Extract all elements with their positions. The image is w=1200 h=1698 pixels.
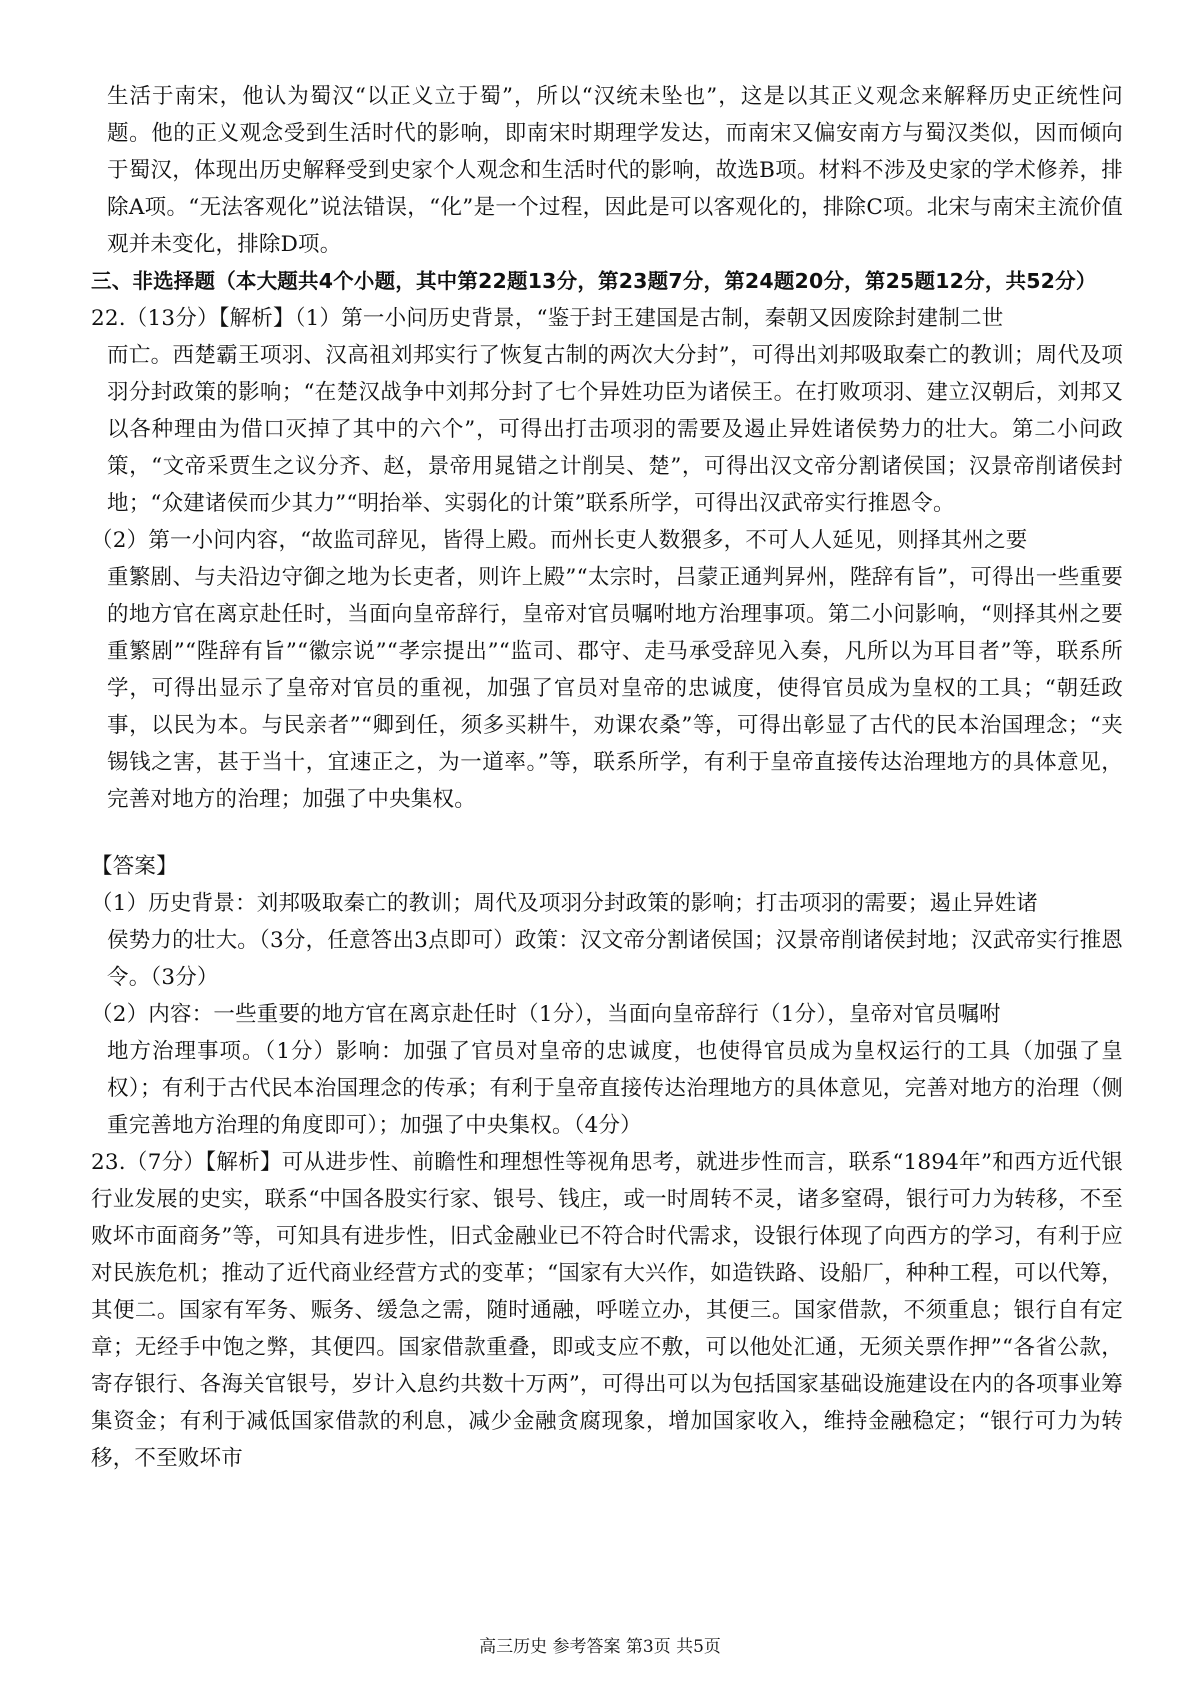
answer-1: 侯势力的壮大。（3分，任意答出3点即可）政策：汉文帝分割诸侯国；汉景帝削诸侯封地；汉武帝实行推恩令。（3分） bbox=[107, 928, 1123, 990]
q21-analysis-tail: 生活于南宋，他认为蜀汉“以正义立于蜀”，所以“汉统未坠也”，这是以其正义观念来解释历史正统性问题。他的正义观念受到生活时代的影响，即南宋时期理学发达，而南宋又偏安南方与蜀汉类似，因而倾向于蜀汉，体现出历史解释受到史家个人观念和生活时代的影响，故选B项。材料不涉及史家的学术修养，排除A项。“无法客观化”说法错误，“化”是一个过程，因此是可以客观化的，排除C项。北宋与南宋主流价值观并未变化，排除D项。 bbox=[107, 84, 1123, 257]
q22-analysis-part2: 重繁剧、与夫沿边守御之地为长吏者，则许上殿”“太宗时，吕蒙正通判昇州，陛辞有旨”，可得出一些重要的地方官在离京赴任时，当面向皇帝辞行，皇帝对官员嘱咐地方治理事项。第二小问影响，“则择其州之要重繁剧”“陛辞有旨”“徽宗说”“孝宗提出”“监司、郡守、走马承受辞见入奏，凡所以为耳目者”等，联系所学，可得出显示了皇帝对官员的重视，加强了官员对皇帝的忠诚度，使得官员成为皇权的工具；“朝廷政事，以民为本。与民亲者”“卿到任，须多买耕牛，劝课农桑”等，可得出彰显了古代的民本治国理念；“夹锡钱之害，甚于当十，宜速正之，为一道率。”等，联系所学，有利于皇帝直接传达治理地方的具体意见，完善对地方的治理；加强了中央集权。 bbox=[107, 565, 1123, 812]
answer-1-first-line: （1）历史背景：刘邦吸取秦亡的教训；周代及项羽分封政策的影响；打击项羽的需要；遏止异姓诸 bbox=[91, 891, 1038, 916]
q22-analysis-first-line: 22.（13分）【解析】（1）第一小问历史背景，“鉴于封王建国是古制，秦朝又因废除封建制二世 bbox=[91, 306, 1004, 331]
q22-analysis-part1: 而亡。西楚霸王项羽、汉高祖刘邦实行了恢复古制的两次大分封”，可得出刘邦吸取秦亡的教训；周代及项羽分封政策的影响；“在楚汉战争中刘邦分封了七个异姓功臣为诸侯王。在打败项羽、建立汉朝后，刘邦又以各种理由为借口灭掉了其中的六个”，可得出打击项羽的需要及遏止异姓诸侯势力的壮大。第二小问政策，“文帝采贾生之议分齐、赵，景帝用晁错之计削吴、楚”，可得出汉文帝分割诸侯国；汉景帝削诸侯封地；“众建诸侯而少其力”“明抬举、实弱化的计策”联系所学，可得出汉武帝实行推恩令。 bbox=[107, 343, 1123, 516]
q23-analysis: 23.（7分）【解析】可从进步性、前瞻性和理想性等视角思考，就进步性而言，联系“1894年”和西方近代银行业发展的史实，联系“中国各股实行家、银号、钱庄，或一时周转不灵，诸多窒碍，银行可力为转移，不至败坏市面商务”等，可知具有进步性，旧式金融业已不符合时代需求，设银行体现了向西方的学习，有利于应对民族危机；推动了近代商业经营方式的变革；“国家有大兴作，如造铁路、设船厂，种种工程，可以代筹，其便二。国家有军务、赈务、缓急之需，随时通融，呼嗟立办，其便三。国家借款，不须重息；银行自有定章；无经手中饱之弊，其便四。国家借款重叠，即或支应不敷，可以他处汇通，无须关票作押”“各省公款，寄存银行、各海关官银号，岁计入息约共数十万两”，可得出可以为包括国家基础设施建设在内的各项事业筹集资金；有利于减低国家借款的利息，减少金融贪腐现象，增加国家收入，维持金融稳定；“银行可力为转移，不至败坏市 bbox=[91, 1150, 1123, 1471]
page-content bbox=[91, 78, 1123, 1477]
answer-label: 【答案】 bbox=[91, 854, 178, 879]
spacer bbox=[91, 818, 1123, 848]
page-footer: 高三历史 参考答案 第3页 共5页 bbox=[479, 1637, 721, 1657]
answer-2: 地方治理事项。（1分）影响：加强了官员对皇帝的忠诚度，也使得官员成为皇权运行的工具（加强了皇权）；有利于古代民本治国理念的传承；有利于皇帝直接传达治理地方的具体意见，完善对地方的治理（侧重完善地方治理的角度即可）；加强了中央集权。（4分） bbox=[107, 1039, 1123, 1138]
q22-analysis-part2-first-line: （2）第一小问内容，“故监司辞见，皆得上殿。而州长吏人数猥多，不可人人延见，则择其州之要 bbox=[91, 528, 1028, 553]
section-three-heading: 三、非选择题（本大题共4个小题，其中第22题13分，第23题7分，第24题20分，第25题12分，共52分） bbox=[91, 269, 1097, 293]
answer-2-first-line: （2）内容：一些重要的地方官在离京赴任时（1分），当面向皇帝辞行（1分），皇帝对官员嘱咐 bbox=[91, 1002, 1001, 1027]
